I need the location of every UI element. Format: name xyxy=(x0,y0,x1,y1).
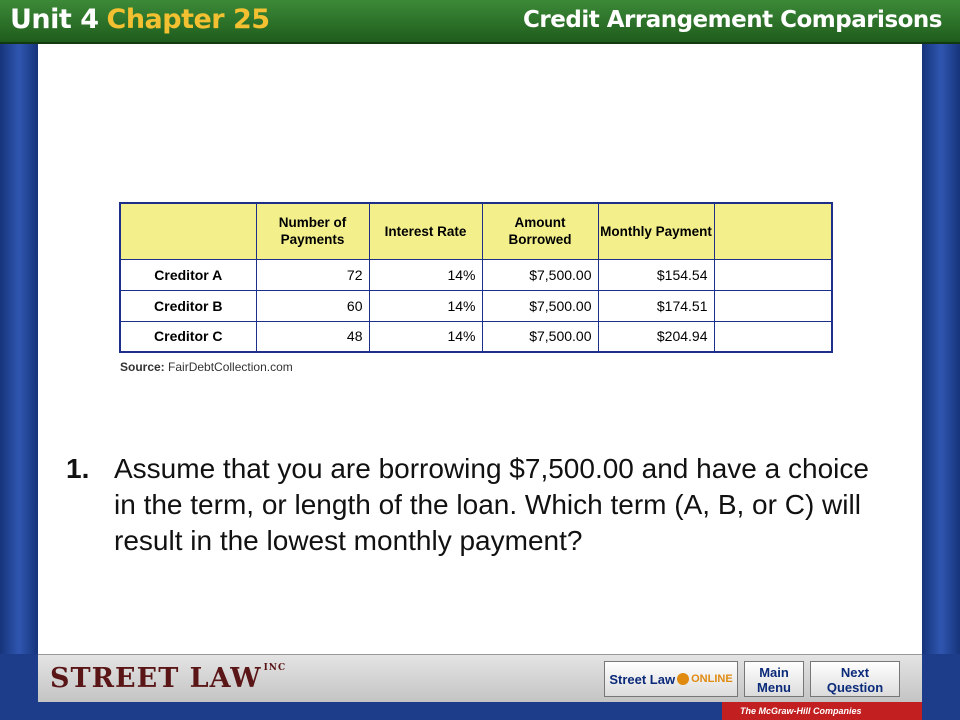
monthly-cell: $154.54 xyxy=(598,259,714,290)
main-menu-button[interactable] xyxy=(744,661,804,697)
header-cell-blank xyxy=(120,203,256,259)
table-source xyxy=(120,360,293,374)
next-question-line2: Question xyxy=(826,680,884,695)
amount-cell: $7,500.00 xyxy=(482,290,598,321)
payments-cell: 60 xyxy=(256,290,369,321)
header-number-of-payments: Number of Payments xyxy=(256,203,369,259)
payments-cell: 48 xyxy=(256,321,369,352)
left-side-panel xyxy=(0,44,38,654)
online-button-suffix: ONLINE xyxy=(691,673,733,685)
header-monthly-payment: Monthly Payment xyxy=(598,203,714,259)
online-button-label: Street Law xyxy=(609,671,676,687)
rate-cell: 14% xyxy=(369,321,482,352)
table-row xyxy=(120,259,832,290)
slide-title: Credit Arrangement Comparisons xyxy=(523,7,942,33)
amount-cell: $7,500.00 xyxy=(482,321,598,352)
slide-footer xyxy=(38,654,922,702)
source-text: FairDebtCollection.com xyxy=(168,360,293,374)
row-label: Creditor C xyxy=(120,321,256,352)
rate-cell: 14% xyxy=(369,290,482,321)
bottom-strip xyxy=(38,702,722,720)
table-row xyxy=(120,321,832,352)
empty-cell xyxy=(714,290,832,321)
header-cell-empty xyxy=(714,203,832,259)
next-question-line1: Next xyxy=(840,665,870,680)
slide-header xyxy=(0,0,960,44)
rate-cell: 14% xyxy=(369,259,482,290)
logo-inc: INC xyxy=(263,663,287,673)
question-number: 1. xyxy=(66,453,90,484)
monthly-cell: $204.94 xyxy=(598,321,714,352)
unit-chapter-title xyxy=(10,4,270,35)
next-question-button[interactable] xyxy=(810,661,900,697)
publisher-badge: The McGraw-Hill Companies xyxy=(722,702,922,720)
row-label: Creditor B xyxy=(120,290,256,321)
table-row xyxy=(120,290,832,321)
header-interest-rate: Interest Rate xyxy=(369,203,482,259)
unit-label: Unit 4 xyxy=(10,4,99,35)
street-law-online-button[interactable] xyxy=(604,661,738,697)
slide-content xyxy=(38,44,922,654)
chapter-label: Chapter 25 xyxy=(106,4,270,35)
empty-cell xyxy=(714,259,832,290)
source-label: Source: xyxy=(120,360,165,374)
street-law-logo xyxy=(50,663,286,694)
monthly-cell: $174.51 xyxy=(598,290,714,321)
question-text: Assume that you are borrowing $7,500.00 and have a choice in the term, or length of the loan. Which term (A, B, or C) will result in the lowest monthly payment? xyxy=(114,453,869,556)
payments-cell: 72 xyxy=(256,259,369,290)
credit-comparison-table xyxy=(119,202,833,353)
globe-icon xyxy=(677,673,689,685)
main-menu-line2: Menu xyxy=(757,680,791,695)
right-side-panel xyxy=(922,44,960,654)
table-header-row xyxy=(120,203,832,259)
amount-cell: $7,500.00 xyxy=(482,259,598,290)
empty-cell xyxy=(714,321,832,352)
logo-text: STREET LAW xyxy=(50,663,262,694)
header-amount-borrowed: Amount Borrowed xyxy=(482,203,598,259)
main-menu-line1: Main xyxy=(759,665,789,680)
row-label: Creditor A xyxy=(120,259,256,290)
